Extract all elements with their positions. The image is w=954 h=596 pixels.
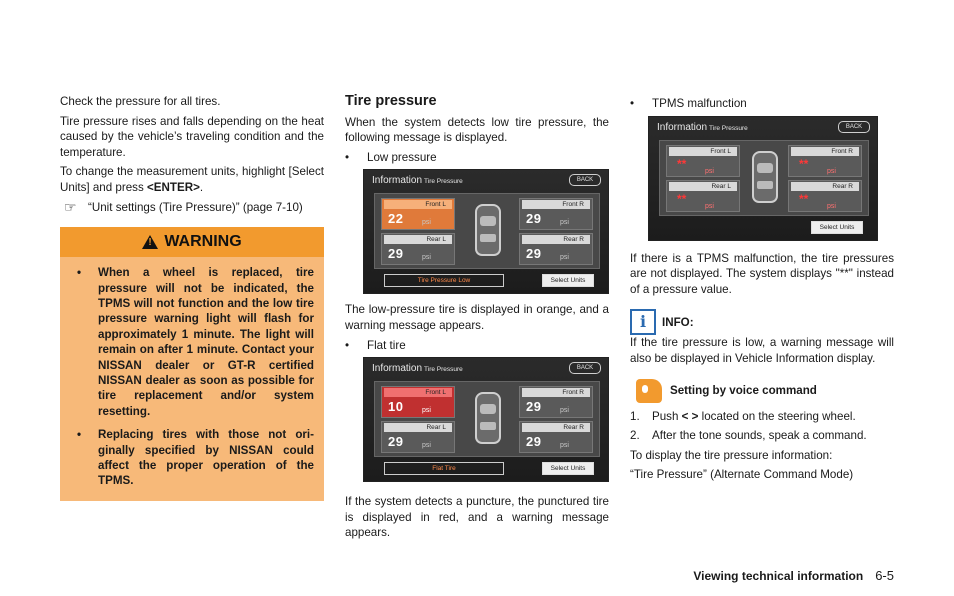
tire-front-right: Front R ** psi	[788, 145, 862, 177]
warning-message: Tire Pressure Low	[384, 274, 504, 287]
tire-panel	[659, 140, 869, 216]
bullet-low-pressure: • Low pressure	[345, 150, 437, 164]
warning-list	[60, 257, 324, 501]
car-top-view-icon	[475, 204, 501, 256]
tire-panel	[374, 193, 600, 269]
footer-section: Viewing technical information	[693, 569, 864, 583]
tire-front-right: Front R 29 psi	[519, 386, 593, 418]
column-left	[60, 94, 324, 501]
paragraph-low-caption: The low-pressure tire is displayed in orange, and a warning message appears.	[345, 303, 609, 332]
paragraph-malfunction-caption: If there is a TPMS malfunction, the tire pressures are not displayed. The system displays "**" instead of a pressure value.	[630, 251, 894, 296]
enter-key: <ENTER>	[147, 180, 200, 194]
page-number: 6-5	[875, 568, 894, 583]
back-button[interactable]: BACK	[838, 121, 870, 133]
pointing-hand-icon: ☞	[64, 198, 77, 215]
warning-header: ! WARNING	[60, 227, 324, 257]
car-top-view-icon	[475, 392, 501, 444]
column-right	[630, 94, 894, 487]
tire-front-right: Front R 29 psi	[519, 198, 593, 230]
screen-title: Information Tire Pressure	[657, 121, 748, 133]
tire-front-left: Front L 22 psi	[381, 198, 455, 230]
tire-panel	[374, 381, 600, 457]
page-footer	[693, 568, 894, 583]
paragraph-pressure-rises: Tire pressure rises and falls depending on the heat caused by the vehicle’s traveling condition and the temperature.	[60, 114, 324, 159]
back-button[interactable]: BACK	[569, 174, 601, 186]
step-2: 2. After the tone sounds, speak a command.	[630, 429, 867, 443]
tire-rear-left: Rear L ** psi	[666, 180, 740, 212]
paragraph-flat-caption: If the system detects a puncture, the punctured tire is displayed in red, and a warning message appears.	[345, 495, 609, 540]
warning-message: Flat Tire	[384, 462, 504, 475]
warning-item: • Replacing tires with those not ori-ginally specified by NISSAN could affect the proper operation of the TPMS.	[76, 428, 314, 488]
column-middle	[345, 94, 609, 545]
step-1: 1. Push < > located on the steering wheel.	[630, 409, 856, 423]
screen-title: Information Tire Pressure	[372, 363, 463, 375]
bullet-flat-tire: • Flat tire	[345, 338, 406, 352]
paragraph-display: To display the tire pressure information:	[630, 448, 833, 462]
tire-front-left: Front L ** psi	[666, 145, 740, 177]
warning-box	[60, 227, 324, 501]
car-top-view-icon	[752, 151, 778, 203]
screen-low-pressure	[363, 169, 609, 294]
talk-switch-key: < >	[681, 409, 699, 423]
select-units-button[interactable]: Select Units	[542, 274, 594, 287]
tire-rear-right: Rear R 29 psi	[519, 421, 593, 453]
paragraph-check: Check the pressure for all tires.	[60, 95, 221, 108]
screen-tpms-malfunction	[648, 116, 878, 241]
voice-command-text: “Tire Pressure” (Alternate Command Mode)	[630, 468, 854, 482]
tire-rear-right: Rear R ** psi	[788, 180, 862, 212]
warning-item: • When a wheel is replaced, tire pressure will not be indicated, the TPMS will not function and the low tire pressure warning light will flash for approximately 1 minute. The light will remain on after 1 minute. Contact your NISSAN dealer or GT-R certified NISSAN dealer as soon as possible for tire replacement and/or system resetting.	[76, 266, 314, 418]
paragraph-intro: When the system detects low tire pressure, the following message is displayed.	[345, 115, 609, 145]
info-icon: i	[630, 309, 656, 335]
warning-triangle-icon	[142, 235, 158, 249]
bullet-tpms-malfunction: • TPMS malfunction	[630, 97, 747, 110]
tire-front-left: Front L 10 psi	[381, 386, 455, 418]
tire-rear-left: Rear L 29 psi	[381, 233, 455, 265]
select-units-button[interactable]: Select Units	[542, 462, 594, 475]
screen-flat-tire	[363, 357, 609, 482]
info-heading: i INFO:	[630, 309, 894, 335]
section-heading: Tire pressure	[345, 93, 437, 109]
tire-rear-right: Rear R 29 psi	[519, 233, 593, 265]
voice-command-heading: Setting by voice command	[636, 379, 894, 403]
select-units-button[interactable]: Select Units	[811, 221, 863, 234]
paragraph-change-units: To change the measurement units, highlight [Select Units] and press <ENTER>.	[60, 165, 324, 194]
page-reference: ☞ “Unit settings (Tire Pressure)” (page 7-10)	[64, 198, 303, 215]
tire-rear-left: Rear L 29 psi	[381, 421, 455, 453]
screen-title: Information Tire Pressure	[372, 175, 463, 187]
voice-command-icon	[636, 379, 662, 403]
paragraph-info: If the tire pressure is low, a warning message will also be displayed in Vehicle Information display.	[630, 336, 894, 365]
back-button[interactable]: BACK	[569, 362, 601, 374]
